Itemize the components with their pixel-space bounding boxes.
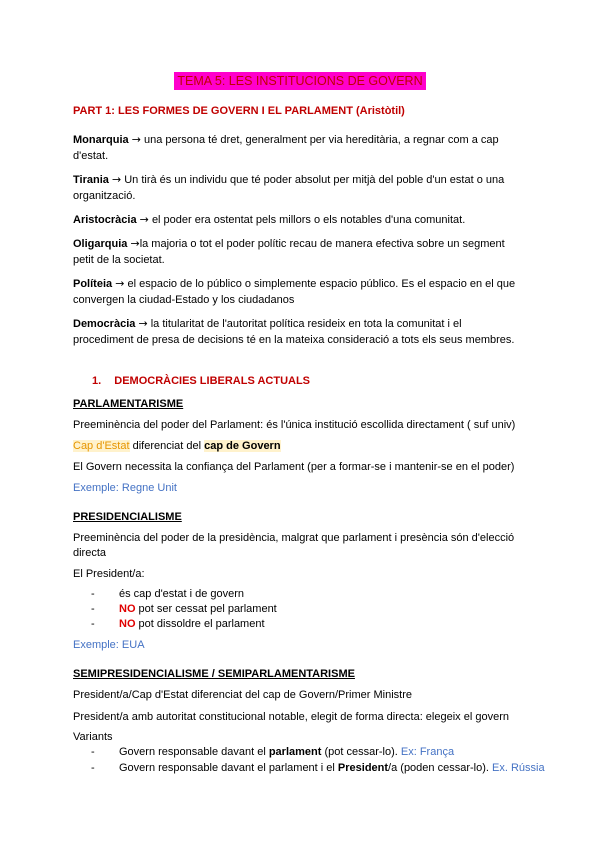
presidencialisme-line1: Preeminència del poder de la presidència, malgrat que parlament i presència són d'elecció: [73, 532, 515, 544]
parlamentarisme-line1: Preeminència del poder del Parlament: és l'única institució escollida directament ( suf univ): [73, 419, 516, 431]
semi-line2: President/a amb autoritat constitucional notable, elegit de forma directa: elegeix el govern: [73, 711, 509, 723]
presidencialisme-example: Exemple: EUA: [73, 639, 145, 651]
definition-democracia-cont: procediment de presa de decisions té en la mateixa consideració a tots els seus membres.: [73, 334, 515, 346]
definition-oligarquia: Oligarquia →la majoria o tot el poder polític recau de manera efectiva sobre un segment: [73, 237, 505, 250]
presidencialisme-president: El President/a:: [73, 568, 145, 580]
semi-line1: President/a/Cap d'Estat diferenciat del cap de Govern/Primer Ministre: [73, 689, 412, 701]
list-item: - Govern responsable davant el parlament (pot cessar-lo). Ex: França: [91, 746, 455, 758]
semi-variants: Variants: [73, 731, 113, 743]
definition-monarquia: Monarquia → una persona té dret, generalment per via hereditària, a regnar com a cap: [73, 133, 499, 146]
definition-aristocracia: Aristocràcia → el poder era ostentat pels millors o els notables d'una comunitat.: [73, 213, 466, 226]
semi-heading: SEMIPRESIDENCIALISME / SEMIPARLAMENTARISME: [73, 668, 355, 680]
parlamentarisme-heading: PARLAMENTARISME: [73, 398, 184, 410]
definition-politeia-cont: convergen la ciudad-Estado y los ciudadanos: [73, 294, 295, 306]
section1-heading: 1. DEMOCRÀCIES LIBERALS ACTUALS: [92, 375, 311, 387]
list-item: - NO pot ser cessat pel parlament: [91, 603, 277, 615]
presidencialisme-heading: PRESIDENCIALISME: [73, 511, 182, 523]
part1-heading: PART 1: LES FORMES DE GOVERN I EL PARLAMENT (Aristòtil): [73, 105, 405, 117]
definition-politeia: Políteia → el espacio de lo público o simplemente espacio público. Es el espacio en el que: [73, 277, 516, 290]
definition-monarquia-cont: d'estat.: [73, 150, 109, 162]
definition-oligarquia-cont: petit de la societat.: [73, 254, 165, 266]
list-item: - és cap d'estat i de govern: [91, 588, 245, 600]
presidencialisme-line1-cont: directa: [73, 547, 107, 559]
parlamentarisme-line2: Cap d'Estat diferenciat del cap de Govern: [73, 440, 281, 452]
list-item: - Govern responsable davant el parlament i el President/a (poden cessar-lo). Ex. Rússia: [91, 762, 545, 774]
list-item: - NO pot dissoldre el parlament: [91, 618, 265, 630]
parlamentarisme-example: Exemple: Regne Unit: [73, 482, 177, 494]
definition-democracia: Democràcia → la titularitat de l'autoritat política resideix en tota la comunitat i el: [73, 317, 462, 330]
page-title: TEMA 5: LES INSTITUCIONS DE GOVERN: [0, 74, 600, 88]
parlamentarisme-line3: El Govern necessita la confiança del Parlament (per a formar-se i mantenir-se en el poder): [73, 461, 515, 473]
definition-tirania: Tirania → Un tirà és un individu que té poder absolut per mitjà del poble d'un estat o una: [73, 173, 505, 186]
definition-tirania-cont: organització.: [73, 190, 136, 202]
